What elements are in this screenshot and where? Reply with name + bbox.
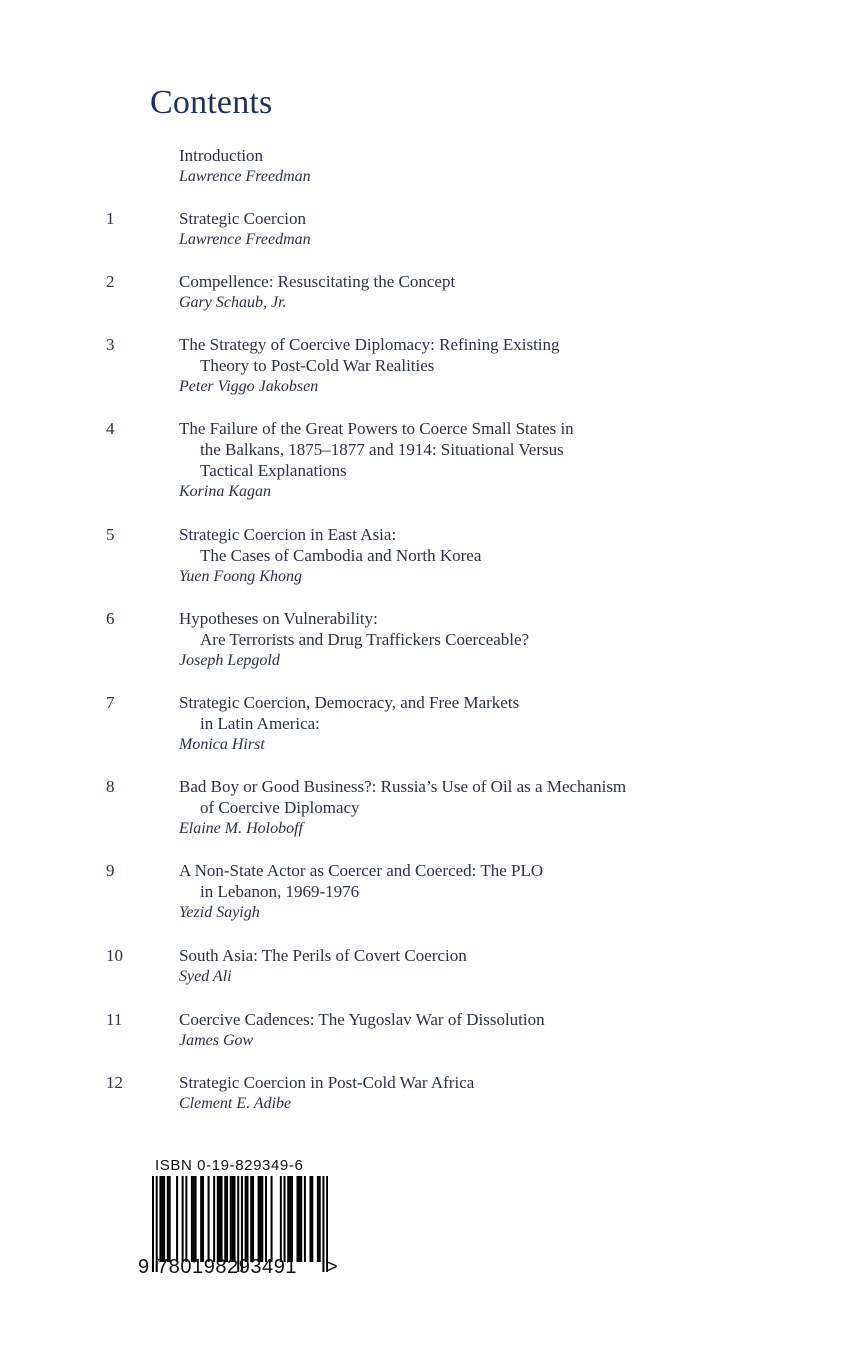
barcode-bar bbox=[232, 1176, 234, 1262]
barcode-bar bbox=[261, 1176, 263, 1262]
barcode-bar bbox=[213, 1176, 215, 1262]
isbn-block bbox=[138, 1152, 358, 1292]
barcode-bar bbox=[224, 1176, 226, 1262]
barcode-bar bbox=[300, 1176, 302, 1262]
toc-number: 7 bbox=[106, 693, 115, 712]
barcode-bar bbox=[191, 1176, 193, 1262]
barcode-bar bbox=[289, 1176, 291, 1262]
barcode-bar bbox=[176, 1176, 178, 1262]
toc-entry-body bbox=[179, 418, 819, 502]
page-title: Contents bbox=[150, 84, 273, 121]
toc-title-line: Strategic Coercion in Post-Cold War Africa bbox=[179, 1073, 475, 1092]
toc-title-line: Tactical Explanations bbox=[200, 461, 347, 480]
barcode-bar bbox=[311, 1176, 313, 1262]
toc-number: 12 bbox=[106, 1073, 123, 1092]
toc-author: Elaine M. Holoboff bbox=[179, 820, 303, 837]
toc-author: James Gow bbox=[179, 1032, 254, 1049]
toc-entry-body bbox=[179, 1009, 819, 1051]
toc-author: Joseph Lepgold bbox=[179, 652, 280, 669]
toc-number: 3 bbox=[106, 335, 115, 354]
barcode-bar bbox=[195, 1176, 197, 1262]
toc-number: 5 bbox=[106, 525, 115, 544]
toc-number: 1 bbox=[106, 209, 115, 228]
toc-title-line: South Asia: The Perils of Covert Coercion bbox=[179, 946, 467, 965]
toc-number: 9 bbox=[106, 861, 115, 880]
toc-title-line: A Non-State Actor as Coercer and Coerced: The PLO bbox=[179, 861, 544, 880]
toc-title-line: of Coercive Diplomacy bbox=[200, 798, 360, 817]
barcode-bar bbox=[280, 1176, 282, 1262]
barcode-bar bbox=[246, 1176, 248, 1262]
toc-number: 11 bbox=[106, 1010, 123, 1029]
barcode-bar bbox=[297, 1176, 299, 1262]
barcode-first-digit: 9 bbox=[138, 1256, 150, 1278]
toc-entry-body bbox=[179, 945, 819, 987]
barcode-bar bbox=[217, 1176, 219, 1262]
toc-entry-body bbox=[179, 1072, 819, 1114]
barcode-bar bbox=[234, 1176, 236, 1262]
isbn-label: ISBN 0-19-829349-6 bbox=[155, 1157, 304, 1174]
toc-title-line: Strategic Coercion in East Asia: bbox=[179, 525, 397, 544]
toc-author: Lawrence Freedman bbox=[179, 231, 311, 248]
toc-title-line: Strategic Coercion, Democracy, and Free Markets bbox=[179, 693, 520, 712]
toc-title-line: Compellence: Resuscitating the Concept bbox=[179, 272, 456, 291]
barcode-bar bbox=[258, 1176, 260, 1262]
toc-entry-body bbox=[179, 860, 819, 923]
barcode-bar bbox=[250, 1176, 252, 1262]
toc-author: Peter Viggo Jakobsen bbox=[179, 378, 319, 395]
toc-author: Syed Ali bbox=[179, 968, 232, 985]
toc-author: Korina Kagan bbox=[179, 483, 272, 500]
toc-title-line: The Cases of Cambodia and North Korea bbox=[200, 546, 482, 565]
toc-title-line: Introduction bbox=[179, 146, 264, 165]
barcode-bar bbox=[284, 1176, 286, 1262]
barcode-bar bbox=[304, 1176, 306, 1262]
toc-author: Monica Hirst bbox=[179, 736, 265, 753]
barcode-number: 780198293491 bbox=[157, 1256, 298, 1278]
barcode-bar bbox=[221, 1176, 223, 1262]
toc-author: Yuen Foong Khong bbox=[179, 568, 302, 585]
toc-title-line: in Lebanon, 1969-1976 bbox=[200, 882, 360, 901]
barcode-bar bbox=[193, 1176, 195, 1262]
toc-title-line: Bad Boy or Good Business?: Russia’s Use of Oil as a Mechanism bbox=[179, 777, 627, 796]
toc-entry-body bbox=[179, 692, 819, 755]
toc-title-line: Hypotheses on Vulnerability: bbox=[179, 609, 378, 628]
barcode-bar bbox=[163, 1176, 165, 1262]
toc-author: Lawrence Freedman bbox=[179, 168, 311, 185]
toc-number: 6 bbox=[106, 609, 115, 628]
barcode-bar bbox=[167, 1176, 169, 1262]
barcode-bar bbox=[230, 1176, 232, 1262]
barcode-bar bbox=[185, 1176, 187, 1262]
toc-entry-body bbox=[179, 776, 819, 839]
toc-author: Clement E. Adibe bbox=[179, 1095, 292, 1112]
barcode-bar bbox=[208, 1176, 210, 1262]
toc-title-line: Are Terrorists and Drug Traffickers Coerceable? bbox=[200, 630, 530, 649]
toc-title-line: The Failure of the Great Powers to Coerce Small States in bbox=[179, 419, 574, 438]
toc-entry-body bbox=[179, 608, 819, 671]
barcode-bar bbox=[159, 1176, 161, 1262]
barcode-bar bbox=[200, 1176, 202, 1262]
barcode-bar bbox=[309, 1176, 311, 1262]
barcode-bar bbox=[161, 1176, 163, 1262]
barcode-guard-bar bbox=[152, 1176, 154, 1272]
toc-title-line: Theory to Post-Cold War Realities bbox=[200, 356, 435, 375]
barcode-quiet-zone-mark: > bbox=[326, 1256, 338, 1278]
toc-entry-body bbox=[179, 334, 819, 397]
barcode-bar bbox=[169, 1176, 171, 1262]
barcode-bar bbox=[252, 1176, 254, 1262]
toc-number: 8 bbox=[106, 777, 115, 796]
toc-title-line: The Strategy of Coercive Diplomacy: Refining Existing bbox=[179, 335, 560, 354]
toc-title-line: Strategic Coercion bbox=[179, 209, 306, 228]
barcode-guard-bar bbox=[322, 1176, 324, 1272]
toc-number: 2 bbox=[106, 272, 115, 291]
toc-entry-body bbox=[179, 145, 819, 187]
barcode-bar bbox=[245, 1176, 247, 1262]
barcode-bar bbox=[298, 1176, 300, 1262]
barcode-bar bbox=[219, 1176, 221, 1262]
barcode-bar bbox=[287, 1176, 289, 1262]
toc-author: Gary Schaub, Jr. bbox=[179, 294, 287, 311]
barcode-bar bbox=[271, 1176, 273, 1262]
toc-number: 4 bbox=[106, 419, 115, 438]
toc-entry-body bbox=[179, 524, 819, 587]
barcode-bar bbox=[265, 1176, 267, 1262]
toc-title-line: the Balkans, 1875–1877 and 1914: Situational Versus bbox=[200, 440, 564, 459]
barcode-bar bbox=[259, 1176, 261, 1262]
barcode-bar bbox=[291, 1176, 293, 1262]
barcode-bar bbox=[226, 1176, 228, 1262]
toc-entry-body bbox=[179, 208, 819, 250]
toc-number: 10 bbox=[106, 946, 123, 965]
barcode-bar bbox=[317, 1176, 319, 1262]
toc-entry-body bbox=[179, 271, 819, 313]
barcode-bar bbox=[202, 1176, 204, 1262]
toc-title-line: Coercive Cadences: The Yugoslav War of Dissolution bbox=[179, 1010, 545, 1029]
barcode-bar bbox=[182, 1176, 184, 1262]
toc-author: Yezid Sayigh bbox=[179, 904, 260, 921]
toc-title-line: in Latin America: bbox=[200, 714, 320, 733]
barcode-bar bbox=[319, 1176, 321, 1262]
